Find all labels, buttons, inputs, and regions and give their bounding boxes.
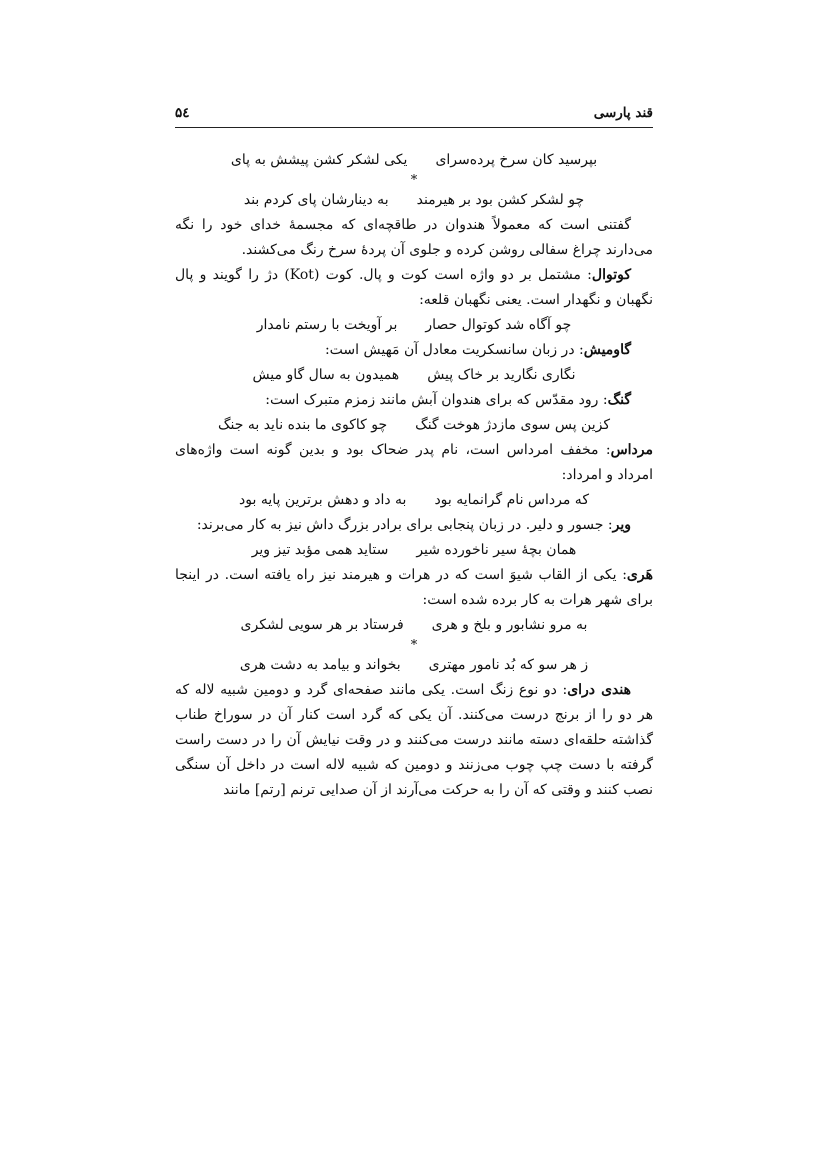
paragraph — [175, 678, 653, 803]
running-title: قند پارسی — [593, 105, 653, 121]
verse-second-hemistich: به دینارشان پای کردم بند — [243, 192, 389, 208]
verse-separator-star: * — [410, 638, 418, 653]
paragraph-text: گفتنی است که معمولاً هندوان در طاقچه‌ای که مجسمهٔ خدای خود را نگه می‌دارند چراغ سفالی روشن کرده و جلوی آن پردهٔ سرخ رنگ می‌کشند. — [175, 217, 653, 258]
verse-line — [175, 488, 653, 513]
verse-second-hemistich: همیدون به سال گاو میش — [252, 367, 400, 383]
verse-separator-star: * — [410, 173, 418, 188]
verse-first-hemistich: به مرو نشابور و بلخ و هری — [431, 617, 588, 633]
paragraph-text: : جسور و دلیر. در زبان پنجابی برای برادر بزرگ داش نیز به کار می‌برند: — [196, 517, 613, 533]
paragraph — [175, 513, 653, 538]
paragraph-text: : دو نوع زنگ است. یکی مانند صفحه‌ای گرد و دومین شبیه لاله که هر دو را از برنج درست می‌کنند. آن یکی که گرد است کنار آن در سوراخ طناب گذاشته حلقه‌ای دسته مانند درست می‌کنند و در وقت نیایش آن را در دست راست گرفته با دست چپ چوب می‌زنند و دومین که شبیه لاله است در داخل آن سنگی نصب کنند و وقتی که آن را به حرکت می‌آرند از آن صدایی ترنم [رتم] مانند — [175, 682, 653, 798]
verse-line — [175, 148, 653, 173]
paragraph — [175, 563, 653, 613]
verse-first-hemistich: بپرسید کان سرخ پرده‌سرای — [435, 152, 598, 168]
glossary-term: کوتوال — [591, 267, 631, 283]
verse-line — [175, 653, 653, 678]
glossary-term: هندی درای — [567, 682, 631, 698]
verse-second-hemistich: به داد و دهش برترین پایه بود — [239, 492, 407, 508]
paragraph-text: : در زبان سانسکریت معادل آن مَهیش است: — [324, 342, 584, 358]
verse-second-hemistich: فرستاد بر هر سویی لشکری — [240, 617, 404, 633]
glossary-term: گاومیش — [583, 342, 631, 358]
paragraph-text: : مخفف امرداس است، نام پدر ضحاک بود و بدین گونه است واژه‌های امرداد و امرداد: — [175, 442, 653, 483]
verse-first-hemistich: چو لشکر کشن بود بر هیرمند — [416, 192, 585, 208]
glossary-term: گنگ — [607, 392, 631, 408]
paragraph — [175, 213, 653, 263]
verse-second-hemistich: چو کاکوی ما بنده ناید به جنگ — [218, 417, 388, 433]
verse-second-hemistich: یکی لشکر کشن پیشش به پای — [230, 152, 408, 168]
paragraph — [175, 338, 653, 363]
glossary-term: ویر — [612, 517, 631, 533]
verse-line — [175, 613, 653, 638]
paragraph — [175, 263, 653, 313]
verse-first-hemistich: همان بچهٔ سیر ناخورده شیر — [416, 542, 577, 558]
paragraph — [175, 388, 653, 413]
verse-first-hemistich: کزین پس سوی مازدژ هوخت گنگ — [415, 417, 610, 433]
paragraph — [175, 438, 653, 488]
page-header — [175, 103, 653, 128]
page-number: ۵٤ — [175, 105, 190, 121]
verse-second-hemistich: ستاید همی مؤبد تیز ویر — [251, 542, 389, 558]
verse-first-hemistich: نگاری نگارید بر خاک پیش — [427, 367, 576, 383]
glossary-term: مرداس — [610, 442, 653, 458]
verse-line — [175, 363, 653, 388]
verse-first-hemistich: که مرداس نام گرانمایه بود — [434, 492, 589, 508]
glossary-term: هَری — [626, 567, 653, 583]
verse-second-hemistich: بخواند و بیامد به دشت هری — [239, 657, 401, 673]
page-body — [175, 148, 653, 803]
verse-line — [175, 538, 653, 563]
verse-first-hemistich: چو آگاه شد کوتوال حصار — [425, 317, 572, 333]
verse-line — [175, 313, 653, 338]
paragraph-text: : مشتمل بر دو واژه است کوت و پال. کوت (Kot) دژ را گویند و پال نگهبان و نگهدار است. یعنی نگهبان قلعه: — [175, 267, 653, 308]
verse-line — [175, 413, 653, 438]
verse-first-hemistich: ز هر سو که بُد نامور مهتری — [428, 657, 589, 673]
verse-line — [175, 188, 653, 213]
paragraph-text: : رود مقدّس که برای هندوان آبش مانند زمزم متبرک است: — [265, 392, 608, 408]
verse-second-hemistich: بر آویخت با رستم نامدار — [256, 317, 398, 333]
paragraph-text: : یکی از القاب شیوَ است که در هرات و هیرمند نیز راه یافته است. در اینجا برای شهر هرات به کار برده شده است: — [175, 567, 653, 608]
